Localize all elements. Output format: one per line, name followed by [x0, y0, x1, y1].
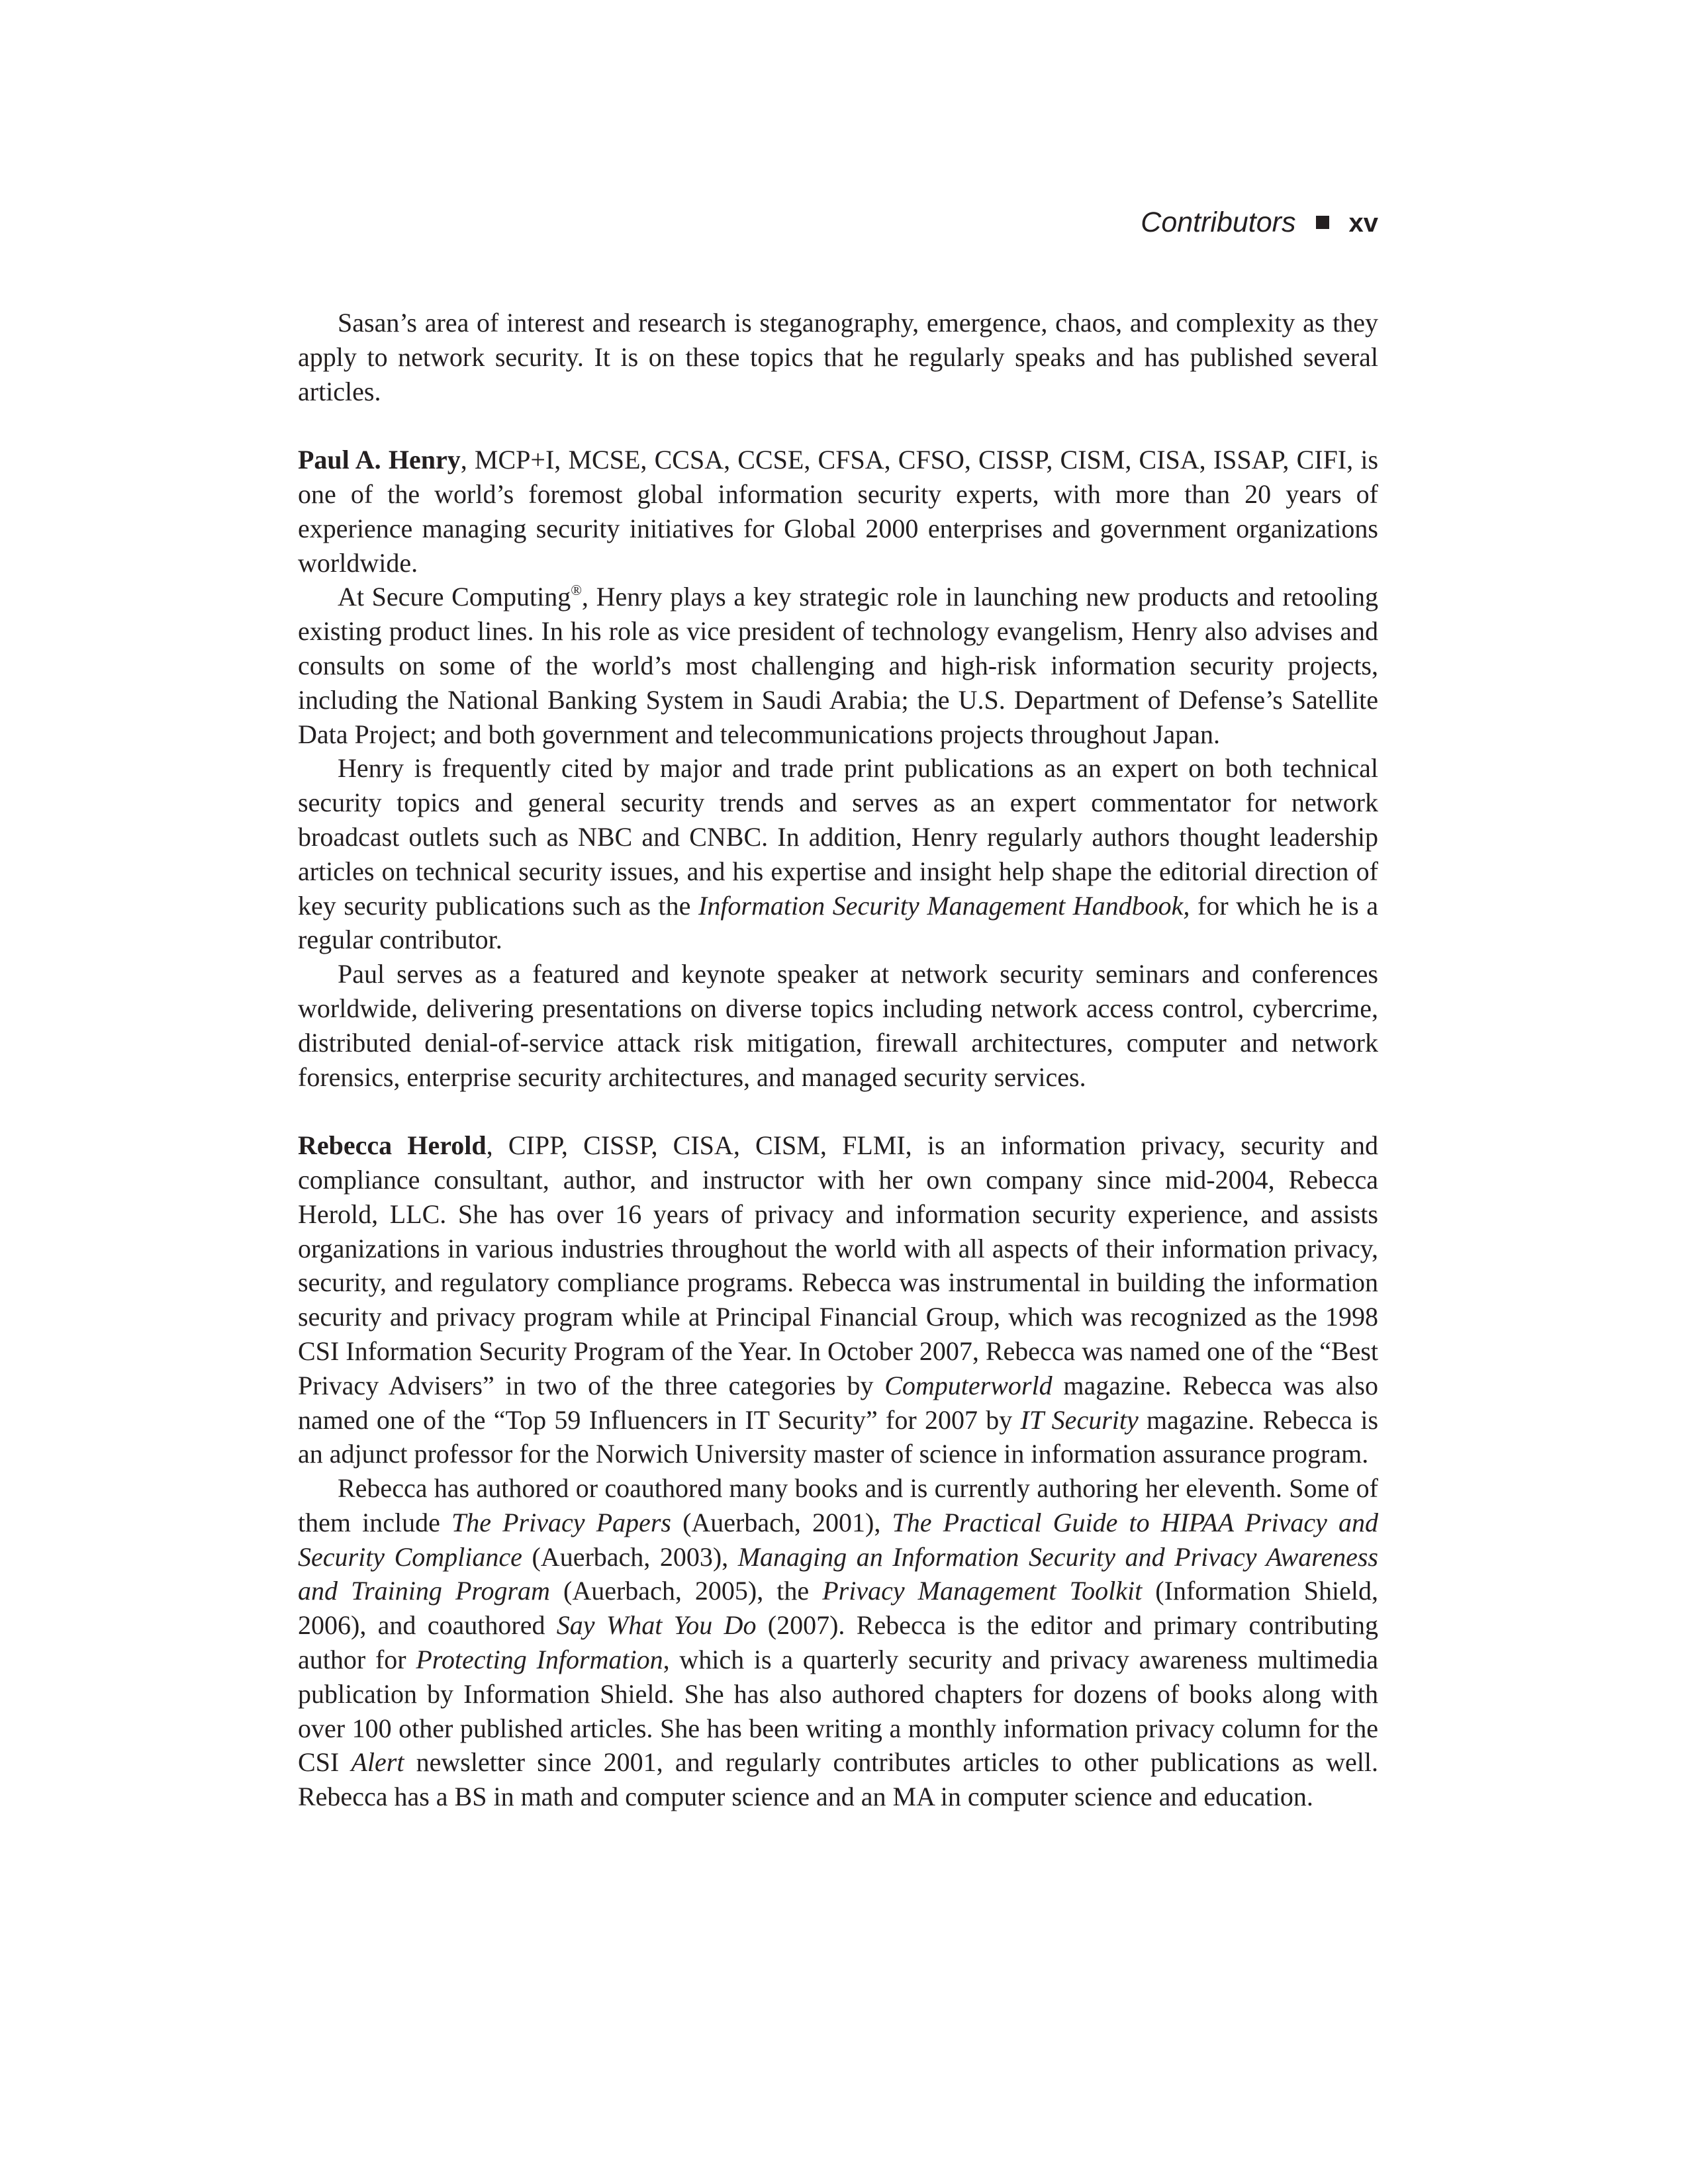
- paragraph-text: Sasan’s area of interest and research is steganography, emergence, chaos, and complexity as they apply to network security. It is on these topics that he regularly speaks and has published several articles.: [298, 308, 1378, 406]
- paragraph-herold-bio: [298, 1128, 1378, 1471]
- paragraph-paul-speaker: [298, 957, 1378, 1094]
- book-title: The Practical Guide to HIPAA Privacy and Security Compliance: [298, 1507, 1378, 1572]
- paragraph-sasan: [298, 306, 1378, 408]
- publication-title: Computerworld: [884, 1370, 1053, 1400]
- book-title: Privacy Management Toolkit: [822, 1576, 1143, 1606]
- paragraph-text: (Information Shield, 2006), and coauthored: [298, 1576, 1378, 1641]
- book-title: The Privacy Papers: [451, 1507, 671, 1537]
- book-title: Managing an Information Security and Privacy Awareness and Training Program: [298, 1541, 1379, 1606]
- page-number: xv: [1348, 208, 1378, 238]
- paragraph-text: , MCP+I, MCSE, CCSA, CCSE, CFSA, CFSO, CISSP, CISM, CISA, ISSAP, CIFI, is one of the world’s foremost global information security experts, with more than 20 years of experience managing security initiatives for Global 2000 enterprises and government organizations worldwide.: [298, 445, 1379, 578]
- paragraph-text: At Secure Computing: [338, 582, 571, 612]
- paragraph-text: newsletter since 2001, and regularly contributes articles to other publications as well. Rebecca has a BS in math and computer science and an MA in computer science and education.: [298, 1747, 1378, 1812]
- paragraph-text: (Auerbach, 2001),: [671, 1507, 892, 1537]
- registered-mark: ®: [571, 582, 582, 599]
- paragraph-text: magazine. Rebecca is an adjunct professor for the Norwich University master of science in information assurance program.: [298, 1404, 1379, 1469]
- paragraph-text: , Henry plays a key strategic role in launching new products and retooling existing product lines. In his role as vice president of technology evangelism, Henry also advises and consults on some of the world’s most challenging and high-risk information security projects, including the National Banking System in Saudi Arabia; the U.S. Department of Defense’s Satellite Data Project; and both government and telecommunications projects throughout Japan.: [298, 582, 1378, 749]
- book-title: Say What You Do: [556, 1610, 757, 1641]
- contributor-name: Rebecca Herold: [298, 1130, 487, 1161]
- running-head: [1141, 206, 1378, 244]
- paragraph-text: , which is a quarterly security and privacy awareness multimedia publication by Information Shield. She has also authored chapters for dozens of books along with over 100 other published articles. She has been writing a monthly information privacy column for the CSI: [298, 1645, 1378, 1778]
- paragraph-text: Henry is frequently cited by major and trade print publications as an expert on both technical security topics and general security trends and serves as an expert commentator for network broadcast outlets such as NBC and CNBC. In addition, Henry regularly authors thought leadership articles on technical security issues, and his expertise and insight help shape the editorial direction of key security publications such as the: [298, 753, 1378, 921]
- publication-title: Information Security Management Handbook,: [698, 890, 1190, 921]
- publication-title: Protecting Information: [416, 1645, 663, 1675]
- paragraph-text: magazine. Rebecca was also named one of the “Top 59 Influencers in IT Security” for 2007 by: [298, 1370, 1378, 1435]
- paragraph-text: for which he is a regular contributor.: [298, 890, 1378, 955]
- paragraph-text: Paul serves as a featured and keynote speaker at network security seminars and conferences worldwide, delivering presentations on diverse topics including network access control, cybercrime, distributed denial-of-service attack risk mitigation, firewall architectures, computer and network forensics, enterprise security architectures, and managed security services.: [298, 959, 1378, 1092]
- paragraph-henry-bio: [298, 443, 1378, 580]
- paragraph-text: (2007). Rebecca is the editor and primary contributing author for: [298, 1610, 1378, 1675]
- publication-title: IT Security: [1020, 1404, 1139, 1435]
- paragraph-text: (Auerbach, 2003),: [522, 1541, 738, 1572]
- paragraph-text: Rebecca has authored or coauthored many books and is currently authoring her eleventh. Some of them include: [298, 1473, 1378, 1537]
- paragraph-text: (Auerbach, 2005), the: [549, 1576, 823, 1606]
- body-text: [298, 306, 1378, 1814]
- contributor-name: Paul A. Henry: [298, 445, 461, 475]
- publication-title: Alert: [351, 1747, 404, 1778]
- paragraph-herold-books: [298, 1471, 1378, 1814]
- section-title: Contributors: [1141, 206, 1296, 238]
- paragraph-text: , CIPP, CISSP, CISA, CISM, FLMI, is an information privacy, security and compliance consultant, author, and instructor with her own company since mid-2004, Rebecca Herold, LLC. She has over 16 years of privacy and information security experience, and assists organizations in various industries throughout the world with all aspects of their information privacy, security, and regulatory compliance programs. Rebecca was instrumental in building the information security and privacy program while at Principal Financial Group, which was recognized as the 1998 CSI Information Security Program of the Year. In October 2007, Rebecca was named one of the “Best Privacy Advisers” in two of the three categories by: [298, 1130, 1379, 1400]
- paragraph-henry-publications: [298, 751, 1378, 957]
- separator-square-icon: [1316, 216, 1329, 229]
- paragraph-henry-secure-computing: [298, 580, 1378, 751]
